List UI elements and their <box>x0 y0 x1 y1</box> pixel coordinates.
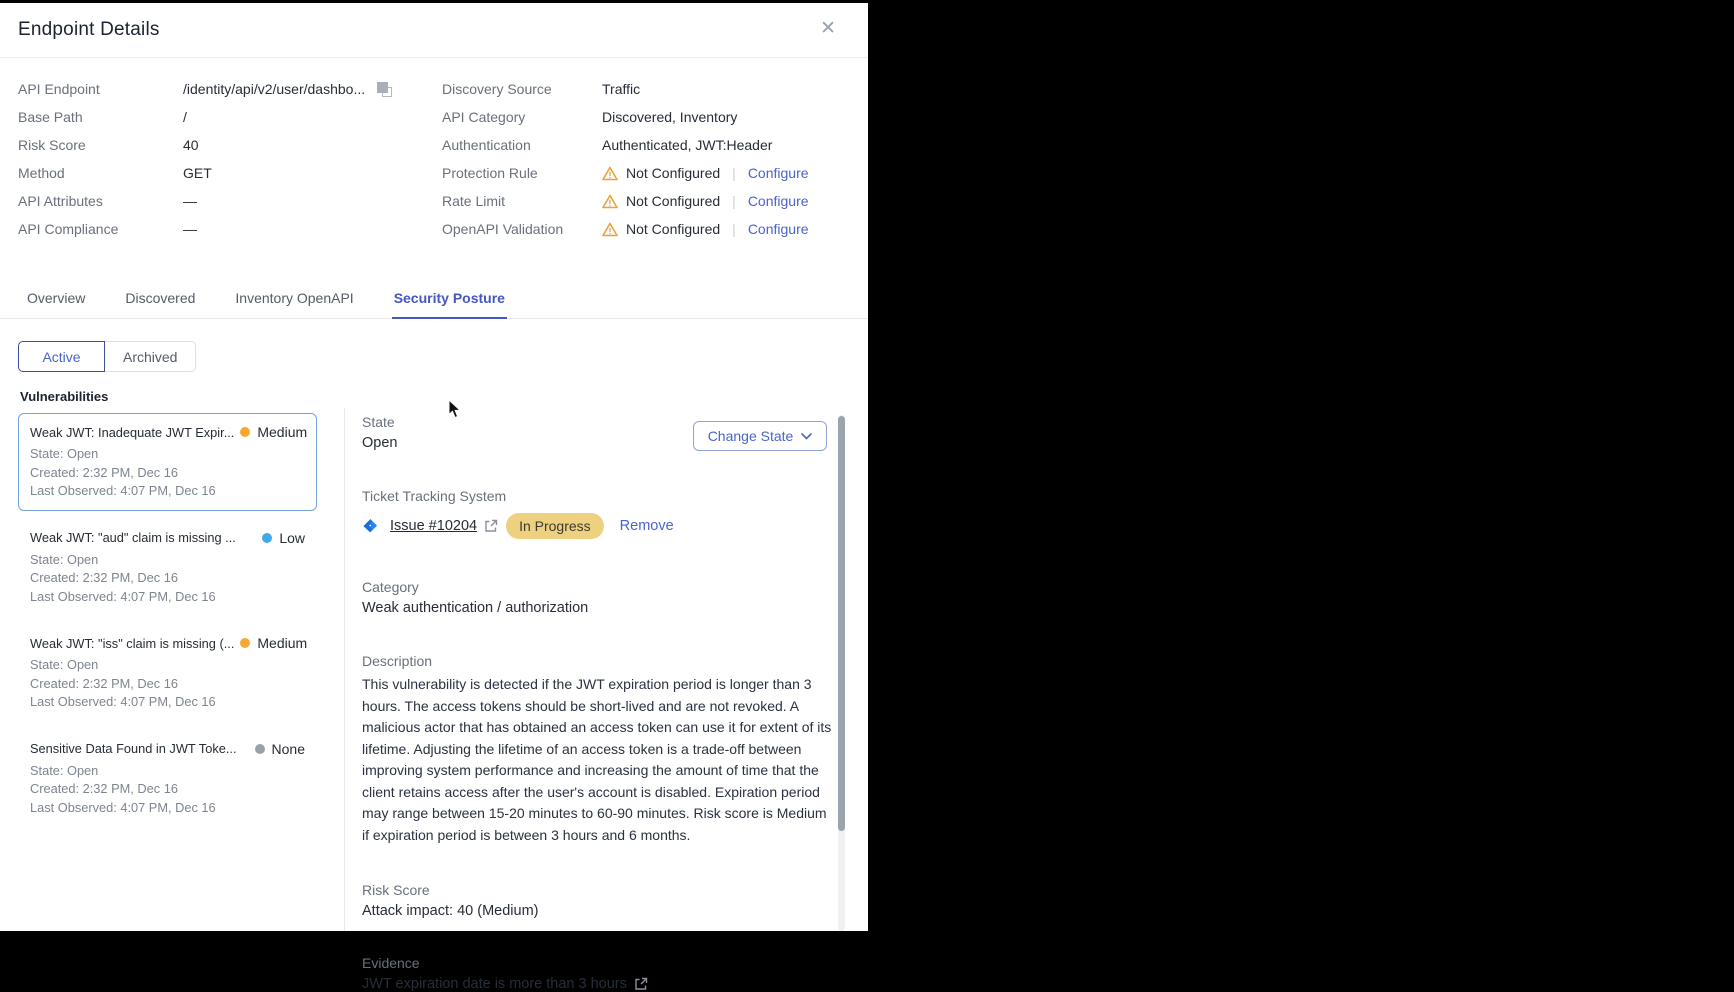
evidence-value[interactable]: JWT expiration date is more than 3 hours <box>362 976 627 992</box>
field-value: Discovered, Inventory <box>602 109 738 125</box>
tab-bar <box>0 286 868 319</box>
field-label: Method <box>18 165 65 181</box>
severity-dot-icon <box>240 427 250 437</box>
info-row-risk-score <box>18 131 442 159</box>
vulnerability-list <box>18 413 318 835</box>
field-label: Base Path <box>18 109 83 125</box>
state-label: State <box>362 414 395 430</box>
ticket-tracking-label: Ticket Tracking System <box>362 488 507 504</box>
vulnerability-title: Sensitive Data Found in JWT Toke... <box>30 741 237 756</box>
risk-score-label: Risk Score <box>362 882 430 898</box>
field-label: API Endpoint <box>18 81 100 97</box>
severity-label: Medium <box>257 424 308 440</box>
vulnerability-card[interactable] <box>18 730 317 828</box>
vulnerability-state: State: Open <box>30 446 99 461</box>
jira-icon <box>362 518 378 534</box>
chevron-down-icon <box>801 433 812 440</box>
field-label: Protection Rule <box>442 165 538 181</box>
field-label: Rate Limit <box>442 193 506 209</box>
severity-label: Medium <box>257 635 308 651</box>
info-row-api-attributes <box>18 187 442 215</box>
tab-security-posture[interactable]: Security Posture <box>392 286 507 319</box>
info-right-column <box>442 75 850 243</box>
info-row-discovery-source <box>442 75 850 103</box>
field-value: Authenticated, JWT:Header <box>602 137 773 153</box>
field-label: Risk Score <box>18 137 86 153</box>
active-archived-toggle <box>18 341 196 372</box>
modal-header <box>0 3 868 58</box>
info-left-column <box>18 75 442 243</box>
info-row-rate-limit <box>442 187 850 215</box>
field-label: Authentication <box>442 137 531 153</box>
category-value: Weak authentication / authorization <box>362 600 589 616</box>
change-state-button[interactable]: Change State <box>693 421 827 451</box>
state-value: Open <box>362 435 398 451</box>
toggle-archived-button[interactable]: Archived <box>105 341 196 372</box>
severity-label: Low <box>279 529 305 546</box>
info-row-openapi-validation <box>442 215 850 243</box>
page-title: Endpoint Details <box>18 19 160 40</box>
field-label: OpenAPI Validation <box>442 221 564 237</box>
mouse-cursor <box>448 399 462 419</box>
external-link-icon[interactable] <box>484 519 498 533</box>
severity-dot-icon <box>240 638 250 648</box>
field-value: Not Configured <box>626 165 721 181</box>
vulnerability-card[interactable] <box>18 519 317 617</box>
remove-ticket-link[interactable]: Remove <box>619 518 674 534</box>
info-row-api-category <box>442 103 850 131</box>
risk-score-value: Attack impact: 40 (Medium) <box>362 903 539 919</box>
vulnerability-last-observed: Last Observed: 4:07 PM, Dec 16 <box>30 694 216 709</box>
divider: | <box>732 193 736 209</box>
configure-link[interactable]: Configure <box>747 165 809 181</box>
info-row-method <box>18 159 442 187</box>
copy-icon[interactable] <box>377 82 392 97</box>
severity-dot-icon <box>262 533 272 543</box>
description-label: Description <box>362 653 433 669</box>
external-link-icon[interactable] <box>634 977 648 991</box>
field-value: Not Configured <box>626 221 721 237</box>
endpoint-info-section <box>18 75 850 243</box>
vulnerability-state: State: Open <box>30 551 99 567</box>
vulnerability-last-observed: Last Observed: 4:07 PM, Dec 16 <box>30 588 216 604</box>
vulnerability-created: Created: 2:32 PM, Dec 16 <box>30 781 178 796</box>
field-label: Discovery Source <box>442 81 552 97</box>
vulnerability-state: State: Open <box>30 762 99 778</box>
configure-link[interactable]: Configure <box>747 221 809 237</box>
ticket-status-badge: In Progress <box>506 513 604 539</box>
tab-inventory-openapi[interactable]: Inventory OpenAPI <box>235 290 354 306</box>
field-label: API Category <box>442 109 526 125</box>
field-value: /identity/api/v2/user/dashbo... <box>183 81 366 97</box>
warning-icon <box>602 222 618 237</box>
info-row-base-path <box>18 103 442 131</box>
field-value: — <box>183 221 197 237</box>
info-row-authentication <box>442 131 850 159</box>
vulnerability-state: State: Open <box>30 657 99 672</box>
vulnerability-created: Created: 2:32 PM, Dec 16 <box>30 570 178 585</box>
vulnerability-card-selected[interactable] <box>18 413 317 511</box>
vulnerability-created: Created: 2:32 PM, Dec 16 <box>30 675 178 691</box>
field-value: 40 <box>183 137 199 153</box>
field-value: / <box>183 109 187 125</box>
field-label: API Attributes <box>18 193 103 209</box>
vulnerability-title: Weak JWT: Inadequate JWT Expir... <box>30 424 235 440</box>
info-row-api-endpoint <box>18 75 442 103</box>
field-value: — <box>183 193 197 209</box>
configure-link[interactable]: Configure <box>747 193 809 209</box>
divider: | <box>732 221 736 237</box>
field-value: Traffic <box>602 81 641 97</box>
category-label: Category <box>362 579 419 595</box>
vulnerability-last-observed: Last Observed: 4:07 PM, Dec 16 <box>30 799 216 815</box>
evidence-label: Evidence <box>362 955 420 971</box>
field-value: GET <box>183 165 212 181</box>
info-row-protection-rule <box>442 159 850 187</box>
close-icon[interactable]: ✕ <box>820 18 836 39</box>
vulnerability-card[interactable] <box>18 624 317 722</box>
ticket-link[interactable]: Issue #10204 <box>390 518 478 534</box>
description-text: This vulnerability is detected if the JWT expiration period is longer than 3 hours. The access tokens should be short-lived and are not revoked. A malicious actor that has obtained an access token can use it for extent of its lifetime. Adjusting the lifetime of an access token is a trade-off between improving system performance and increasing the amount of time that the client retains access after the user's account is disabled. Expiration period may range between 15-20 minutes to 60-90 minutes. Risk score is Medium if expiration period is between 3 hours and 6 months. <box>362 676 832 843</box>
field-label: API Compliance <box>18 221 119 237</box>
severity-label: None <box>271 740 305 757</box>
toggle-active-button[interactable]: Active <box>18 341 105 372</box>
warning-icon <box>602 194 618 209</box>
panel-divider <box>344 408 345 931</box>
severity-dot-icon <box>255 744 265 754</box>
tab-overview[interactable]: Overview <box>27 290 86 306</box>
vulnerability-title: Weak JWT: "aud" claim is missing ... <box>30 530 236 545</box>
field-value: Not Configured <box>626 193 721 209</box>
vulnerabilities-section-title: Vulnerabilities <box>20 389 109 404</box>
info-row-api-compliance <box>18 215 442 243</box>
vulnerability-last-observed: Last Observed: 4:07 PM, Dec 16 <box>30 483 216 498</box>
divider: | <box>732 165 736 181</box>
tab-discovered[interactable]: Discovered <box>125 290 196 306</box>
vulnerability-title: Weak JWT: "iss" claim is missing (... <box>30 635 235 651</box>
scrollbar-thumb[interactable] <box>838 416 845 831</box>
vulnerability-detail-panel <box>362 408 832 992</box>
vulnerability-created: Created: 2:32 PM, Dec 16 <box>30 464 178 480</box>
endpoint-details-modal <box>0 3 868 992</box>
warning-icon <box>602 166 618 181</box>
